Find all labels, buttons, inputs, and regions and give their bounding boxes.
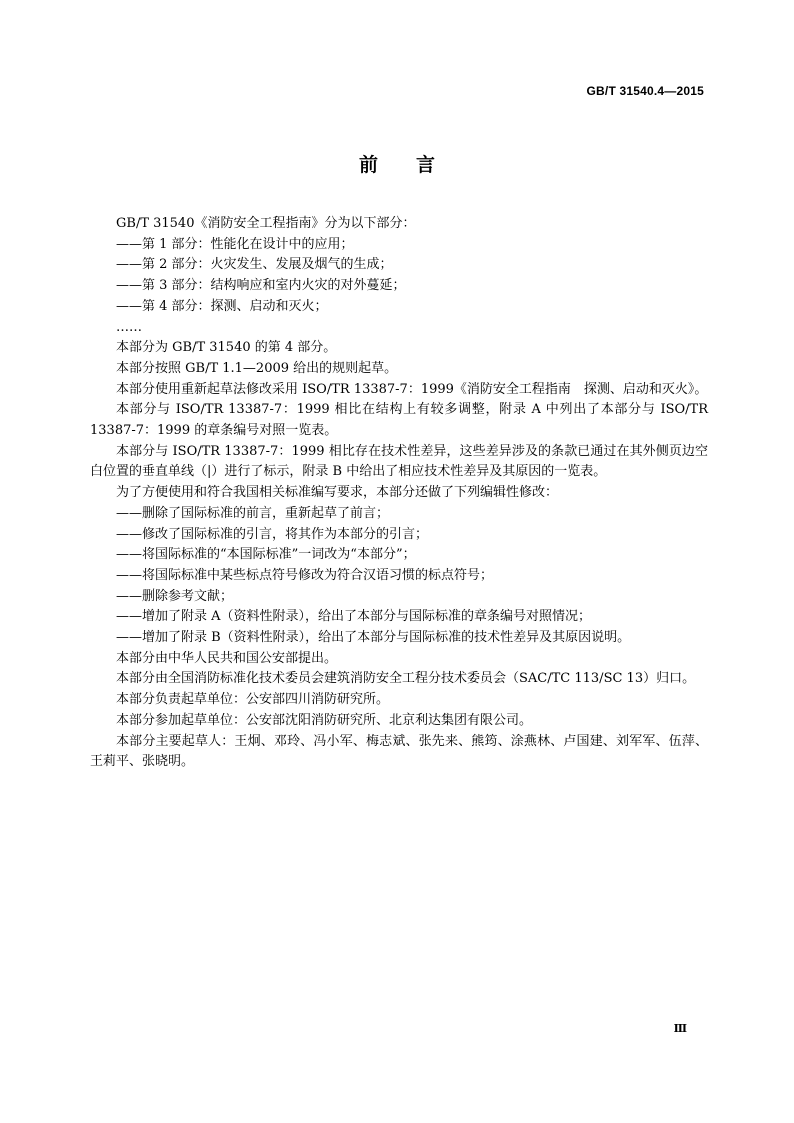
list-item-part-3: ——第 3 部分：结构响应和室内火灾的对外蔓延； — [116, 278, 406, 294]
paragraph-structural-changes: 本部分与 ISO/TR 13387-7：1999 相比在结构上有较多调整，附录 A 中列出了本部分与 ISO/TR 13387-7：1999 的章条编号对照一览表。 — [90, 402, 708, 439]
list-item-edit-4: ——将国际标准中某些标点符号修改为符合汉语习惯的标点符号； — [116, 567, 494, 583]
paragraph-drafting-rules: 本部分按照 GB/T 1.1—2009 给出的规则起草。 — [116, 360, 398, 376]
page-title: 前言 — [358, 154, 473, 176]
list-item-part-4: ——第 4 部分：探测、启动和灭火； — [116, 298, 328, 314]
paragraph-intro: GB/T 31540《消防安全工程指南》分为以下部分： — [116, 216, 416, 231]
list-ellipsis: …… — [116, 319, 142, 335]
paragraph-proposed-by: 本部分由中华人民共和国公安部提出。 — [116, 650, 338, 666]
paragraph-adoption-method: 本部分使用重新起草法修改采用 ISO/TR 13387-7：1999《消防安全工程指南 探测、启动和灭火》。 — [116, 381, 708, 397]
paragraph-main-drafters: 本部分主要起草人：王炯、邓玲、冯小军、梅志斌、张先来、熊筠、涂燕林、卢国建、刘军军、伍萍、王莉平、张晓明。 — [90, 733, 708, 770]
page-number: Ⅲ — [673, 1022, 687, 1035]
list-item-edit-2: ——修改了国际标准的引言，将其作为本部分的引言； — [116, 526, 429, 542]
list-item-part-2: ——第 2 部分：火灾发生、发展及烟气的生成； — [116, 257, 393, 273]
paragraph-part-statement: 本部分为 GB/T 31540 的第 4 部分。 — [116, 340, 337, 356]
paragraph-editorial-changes: 为了方便使用和符合我国相关标准编写要求，本部分还做了下列编辑性修改： — [116, 485, 559, 501]
list-item-edit-3: ——将国际标准的“本国际标准”一词改为“本部分”； — [116, 547, 416, 563]
list-item-edit-5: ——删除参考文献； — [116, 588, 234, 604]
list-item-edit-6: ——增加了附录 A（资料性附录），给出了本部分与国际标准的章条编号对照情况； — [116, 609, 592, 625]
standard-number-header: GB/T 31540.4—2015 — [586, 84, 704, 98]
list-item-edit-7: ——增加了附录 B（资料性附录），给出了本部分与国际标准的技术性差异及其原因说明。 — [116, 630, 631, 646]
paragraph-participating-drafters: 本部分参加起草单位：公安部沈阳消防研究所、北京利达集团有限公司。 — [116, 712, 533, 728]
foreword-body — [90, 214, 708, 773]
paragraph-under-jurisdiction: 本部分由全国消防标准化技术委员会建筑消防安全工程分技术委员会（SAC/TC 113/SC 13）归口。 — [116, 671, 696, 687]
list-item-part-1: ——第 1 部分：性能化在设计中的应用； — [116, 236, 354, 252]
paragraph-responsible-drafter: 本部分负责起草单位：公安部四川消防研究所。 — [116, 692, 390, 708]
paragraph-technical-differences: 本部分与 ISO/TR 13387-7：1999 相比存在技术性差异，这些差异涉及的条款已通过在其外侧页边空白位置的垂直单线（|）进行了标示，附录 B 中给出了相应技术性差异及其原因的一览表。 — [90, 443, 708, 480]
list-item-edit-1: ——删除了国际标准的前言，重新起草了前言； — [116, 505, 390, 521]
